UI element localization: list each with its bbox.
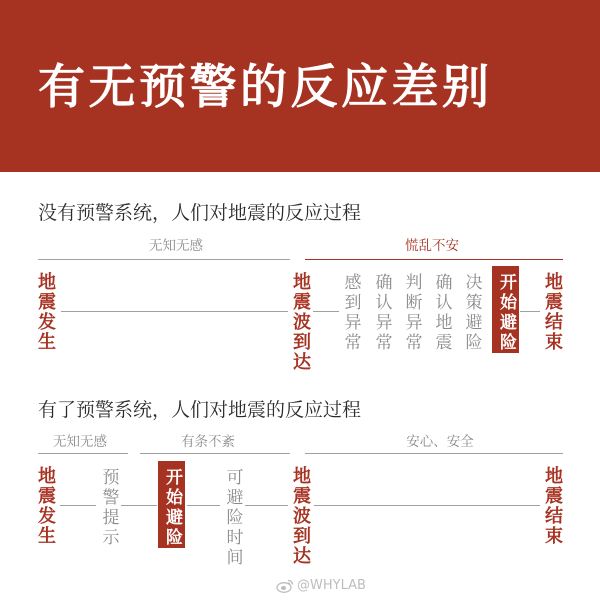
step-label: 地震发生 xyxy=(35,272,56,352)
phase-label-unaware: 无知无感 xyxy=(149,238,203,254)
page-title: 有无预警的反应差别 xyxy=(38,60,493,115)
step-label: 开始避险 xyxy=(496,273,516,353)
step-confirm-abnormal xyxy=(366,273,396,353)
title-banner xyxy=(0,0,600,172)
step-label: 可避险时间 xyxy=(222,468,243,568)
step-earthquake-occurs xyxy=(30,466,60,546)
step-label: 确认异常 xyxy=(371,273,392,353)
step-label: 地震发生 xyxy=(35,466,56,546)
step-seismic-wave-arrives xyxy=(285,272,315,372)
connector-line xyxy=(314,505,540,506)
connector-line xyxy=(60,505,96,506)
step-confirm-earthquake xyxy=(426,273,456,353)
step-label: 地震结束 xyxy=(542,272,563,352)
step-earthquake-ends xyxy=(537,466,567,546)
phase-divider-line xyxy=(305,259,563,260)
phase-label-safe: 安心、安全 xyxy=(406,434,474,450)
phase-divider-line xyxy=(38,453,128,454)
step-label: 判断异常 xyxy=(401,273,422,353)
step-label: 地震波到达 xyxy=(290,466,311,566)
step-earthquake-ends xyxy=(537,272,567,352)
step-warning-alert xyxy=(93,468,123,548)
watermark xyxy=(276,578,366,593)
connector-line xyxy=(61,311,288,312)
step-label: 决策避险 xyxy=(461,273,482,353)
step-label: 确认地震 xyxy=(431,273,452,353)
step-label: 地震波到达 xyxy=(290,272,311,372)
connector-line xyxy=(245,505,288,506)
section-heading-with-warning: 有了预警系统，人们对地震的反应过程 xyxy=(38,399,362,421)
step-feel-abnormal xyxy=(335,273,365,353)
watermark-text: @WHYLAB xyxy=(297,578,366,593)
phase-divider-line xyxy=(305,453,563,454)
phase-divider-line xyxy=(140,453,290,454)
step-start-evacuation-highlight xyxy=(158,461,185,548)
phase-divider-line xyxy=(38,259,290,260)
weibo-icon xyxy=(276,578,294,593)
connector-line xyxy=(121,505,157,506)
step-earthquake-occurs xyxy=(30,272,60,352)
step-label: 感到异常 xyxy=(340,273,361,353)
step-label: 地震结束 xyxy=(542,466,563,546)
step-evacuation-time xyxy=(217,468,247,568)
section-heading-without-warning: 没有预警系统，人们对地震的反应过程 xyxy=(38,202,362,224)
phase-label-unaware: 无知无感 xyxy=(53,434,107,450)
step-label: 开始避险 xyxy=(162,468,182,548)
phase-label-orderly: 有条不紊 xyxy=(181,434,235,450)
step-judge-abnormal xyxy=(396,273,426,353)
phase-label-panic: 慌乱不安 xyxy=(405,238,459,254)
step-start-evacuation-highlight xyxy=(492,266,519,353)
step-label: 预警提示 xyxy=(98,468,119,548)
step-seismic-wave-arrives xyxy=(285,466,315,566)
connector-line xyxy=(187,505,220,506)
step-decide-evacuate xyxy=(456,273,486,353)
